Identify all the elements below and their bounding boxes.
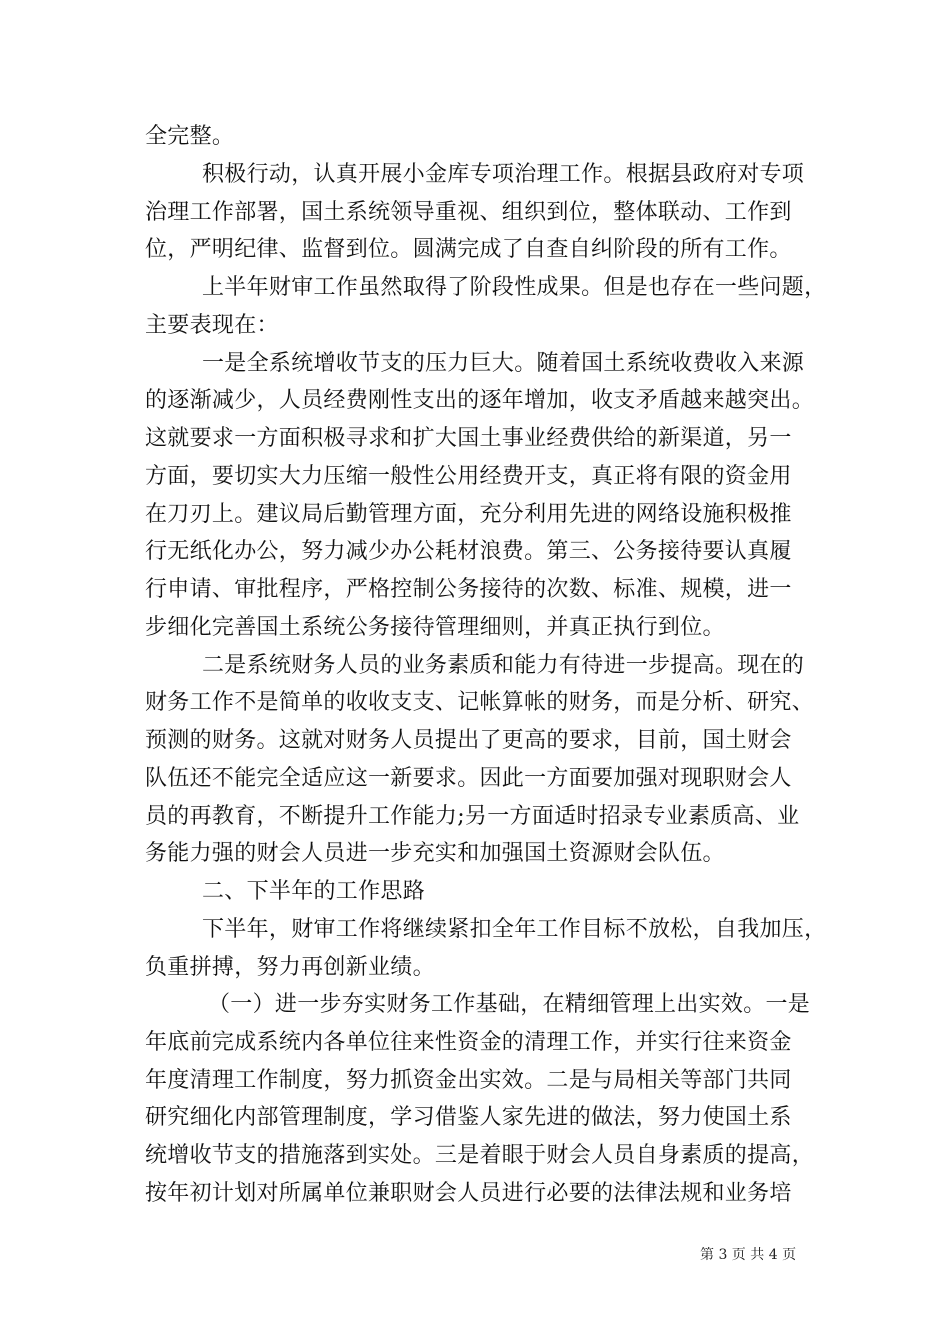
text-line: 预测的财务。这就对财务人员提出了更高的要求，目前，国土财会	[145, 728, 792, 753]
paragraph-first-line: 上半年财审工作虽然取得了阶段性成果。但是也存在一些问题，	[202, 275, 827, 300]
text-line: 务能力强的财会人员进一步充实和加强国土资源财会队伍。	[145, 841, 725, 866]
text-line: 负重拼搏，努力再创新业绩。	[145, 955, 435, 980]
text-line: 行申请、审批程序，严格控制公务接待的次数、标准、规模，进一	[145, 577, 792, 602]
text-line: 员的再教育，不断提升工作能力;另一方面适时招录专业素质高、业	[145, 804, 800, 829]
text-line: 财务工作不是简单的收收支支、记帐算帐的财务，而是分析、研究、	[145, 690, 815, 715]
text-line: 主要表现在：	[145, 313, 279, 338]
paragraph-first-line: 下半年，财审工作将继续紧扣全年工作目标不放松，自我加压，	[202, 917, 827, 942]
page-number: 第 3 页 共 4 页	[700, 1247, 797, 1263]
text-line: 年底前完成系统内各单位往来性资金的清理工作，并实行往来资金	[145, 1030, 792, 1055]
text-line: 步细化完善国土系统公务接待管理细则，并真正执行到位。	[145, 615, 725, 640]
text-line: 在刀刃上。建议局后勤管理方面，充分利用先进的网络设施积极推	[145, 502, 792, 527]
section-heading: 二、下半年的工作思路	[202, 879, 426, 904]
text-line: 统增收节支的措施落到实处。三是着眼于财会人员自身素质的提高，	[145, 1143, 815, 1168]
text-line: 全完整。	[145, 124, 235, 149]
text-line: 的逐渐减少，人员经费刚性支出的逐年增加，收支矛盾越来越突出。	[145, 388, 815, 413]
text-line: 治理工作部署，国土系统领导重视、组织到位，整体联动、工作到	[145, 200, 792, 225]
text-line: 行无纸化办公，努力减少办公耗材浪费。第三、公务接待要认真履	[145, 539, 792, 564]
text-line: 研究细化内部管理制度，学习借鉴人家先进的做法，努力使国土系	[145, 1105, 792, 1130]
text-line: 这就要求一方面积极寻求和扩大国土事业经费供给的新渠道，另一	[145, 426, 792, 451]
paragraph-first-line: 二是系统财务人员的业务素质和能力有待进一步提高。现在的	[202, 653, 805, 678]
paragraph-first-line: （一）进一步夯实财务工作基础，在精细管理上出实效。一是	[208, 992, 811, 1017]
text-line: 队伍还不能完全适应这一新要求。因此一方面要加强对现职财会人	[145, 766, 792, 791]
text-line: 年度清理工作制度，努力抓资金出实效。二是与局相关等部门共同	[145, 1068, 792, 1093]
text-line: 按年初计划对所属单位兼职财会人员进行必要的法律法规和业务培	[145, 1181, 792, 1206]
text-line: 位，严明纪律、监督到位。圆满完成了自查自纠阶段的所有工作。	[145, 237, 792, 262]
paragraph-first-line: 积极行动，认真开展小金库专项治理工作。根据县政府对专项	[202, 162, 805, 187]
paragraph-first-line: 一是全系统增收节支的压力巨大。随着国土系统收费收入来源	[202, 351, 805, 376]
text-line: 方面，要切实大力压缩一般性公用经费开支，真正将有限的资金用	[145, 464, 792, 489]
